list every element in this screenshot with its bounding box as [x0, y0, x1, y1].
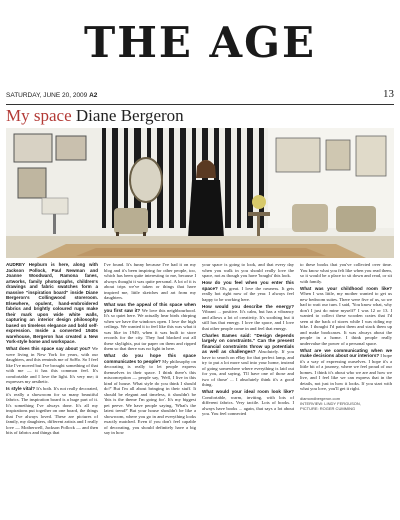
article-paragraph	[202, 280, 294, 302]
column-1	[6, 262, 98, 518]
question: How do you feel when you enter this space?	[202, 280, 294, 291]
question: What would your ideal room look like?	[202, 389, 294, 394]
room-illustration	[6, 128, 394, 258]
article-body	[6, 262, 394, 518]
article-paragraph	[104, 262, 196, 301]
answer: Comfortable, warm, inviting, with lots of different fabrics. Very tactile. Lots of books. I always have books ... again, that says a lot about you. You feel connected	[202, 394, 294, 416]
article-paragraph	[6, 346, 98, 385]
answer: When I was little, my mother wanted to get us new bedroom suites. There were five of us, so we had to wait our turn. I said, 'You know what, why don't I just do mine myself?' I was 12 or 13. I wanted to collect these wooden crates that I'd seen at the back of stores while I was riding my bike. I thought I'd paint them and stack them up and make bookcases. It was always about the people in a home. I think people really undervalue the power of a personal space.	[300, 291, 392, 346]
answer: It's both. It's not really decorated, it's really a showroom for so many beautiful fabrics. The inspiration board is a huge part of it. It's something I've always done. It's all my inspirations put together on one board, the things that I've always loved. These are pictures of family, my daughters, different artists and I really love — Motherwell, Jackson Pollock — and then bits of fabrics and things that	[6, 386, 98, 435]
answer: Absolutely. If you have to search on eBay for that perfect lamp, and try to put a lot more soul into your home, instead of going somewhere where everything is laid out for you, and saying, 'I'll have one of those and two of those' ... I absolutely think it's a good thing.	[202, 349, 294, 387]
article-paragraph	[104, 353, 196, 436]
answer: I hope it's a way of expressing ourselves. I hope it's a little bit of a journey, where we feel proud of our homes. I think it's about who we are and how we live, and I feel like we can express that in the details, not just in how it looks. If you start with what you love, you'll get it right.	[300, 353, 392, 391]
headline-name: Diane Bergeron	[75, 106, 184, 125]
answer: I've found. It's funny because I've had it on my blog and it's been inspiring for other people, too, which has been quite interesting to me, because I always thought it was quite personal. A lot of it is about trips we've taken or things that have inspired me, little sketches and art from my daughters.	[104, 262, 196, 300]
article-intro: AUDREY Hepburn is here, along with Jackson Pollock, Paul Newman and Joanne Woodward, Ramona fanes, artworks, family photographs, children's drawings and fabric swatches form a massive "inspiration board" inside Diane Bergeron's Collingwood storeroom. Elsewhere, opulent, hand-embroidered fabrics and brightly coloured rugs make their mark upon wide white walls, capturing an interior design philosophy based on timeless elegance and bold self-expression. Inside a converted 1940s warehouse, Bergeron has created a New York-style home and workspace.	[6, 262, 98, 344]
question: How would you describe the energy?	[202, 303, 294, 309]
answer: Vibrant ... positive. It's calm, but has a vibrancy and allows a lot of creativity. It's soothing but it still has that energy. I love the space, and I love that other people come in and feel that energy.	[202, 309, 294, 331]
question: Is style vital?	[6, 386, 36, 391]
issue-date	[6, 92, 97, 99]
article-paragraph	[202, 262, 294, 279]
headline	[6, 106, 184, 126]
question: What was the appeal of this space when you first saw it?	[104, 302, 196, 313]
article-paragraph	[300, 262, 392, 284]
column-4	[300, 262, 392, 518]
answer: We love this neighbourhood. It's so quiet here. We actually hear birds chirping when we have the windows open. I love the high ceilings. We wanted it to feel like this was what it was like in 1949, when it was built to store records for the city. They had blacked out all these skylights, put tar paper on them and ripped them so that there was no light in here.	[104, 307, 196, 351]
article-paragraph	[202, 389, 294, 417]
article-paragraph	[104, 302, 196, 352]
question: What does this space say about you?	[6, 346, 91, 351]
column-3	[202, 262, 294, 518]
column-2	[104, 262, 196, 518]
section-code: A2	[89, 92, 98, 99]
masthead: THE AGE	[83, 18, 317, 67]
answer: Oh, great. I love the rawness. It gets really hot right now of the year. I always feel happy to be working here.	[202, 285, 294, 302]
article-credit: diamondbergeron.com INTERVIEW: LINDY FERGUSON, PICTURE: ROGER CUMMING	[300, 395, 361, 411]
interior-photo	[6, 128, 394, 258]
article-paragraph	[300, 348, 392, 392]
answer: We were living in New York for years, with our daughters, and this reminds me of SoHo. So I feel like I've moved but I've brought something of that with me — it has this common feel. It's comfortable and I love the light. It's very me; it expresses my aesthetic.	[6, 346, 98, 384]
answer: your space is going to look, and that every day when you walk in you should really love the space, not as though you have 'bought' this look.	[202, 262, 294, 278]
question: What are we communicating when we make decisions about our interiors?	[300, 347, 392, 358]
article-paragraph	[202, 333, 294, 388]
article-paragraph	[6, 386, 98, 436]
question: What was your childhood room like?	[300, 285, 392, 291]
article-paragraph	[202, 304, 294, 332]
page-number: 13	[383, 88, 394, 100]
date-text: SATURDAY, JUNE 20, 2009	[6, 92, 88, 99]
dateline	[6, 88, 394, 105]
article-paragraph	[300, 286, 392, 347]
answer: to these books that you've collected over time. You know what you felt like when you read them, so it would be a place to sit down and read, or sit with family.	[300, 262, 392, 284]
question: What do you hope this space communicates to people?	[104, 353, 196, 364]
headline-kicker: My space	[6, 106, 72, 125]
question: Charles Eames said: "Design depends largely on constraints." Can the present financial constraints throw up potentials as well as challenges?	[202, 332, 294, 354]
answer: My philosophy on decorating is really to let people express themselves in their space. I think there's this misconception — people say, 'Well, I live in this kind of house. What style do you think I should do?' But I'm all about bringing in their stuff. It should be elegant and timeless, it shouldn't be 'this is the theme I'm going for'. It's my biggest pet peeve. We have people saying, 'What's the latest trend?' But your house shouldn't be like a showroom, where you go in and everything looks exactly matched. Even if you don't feel capable of decorating, you should definitely have a big say in how	[104, 358, 196, 435]
